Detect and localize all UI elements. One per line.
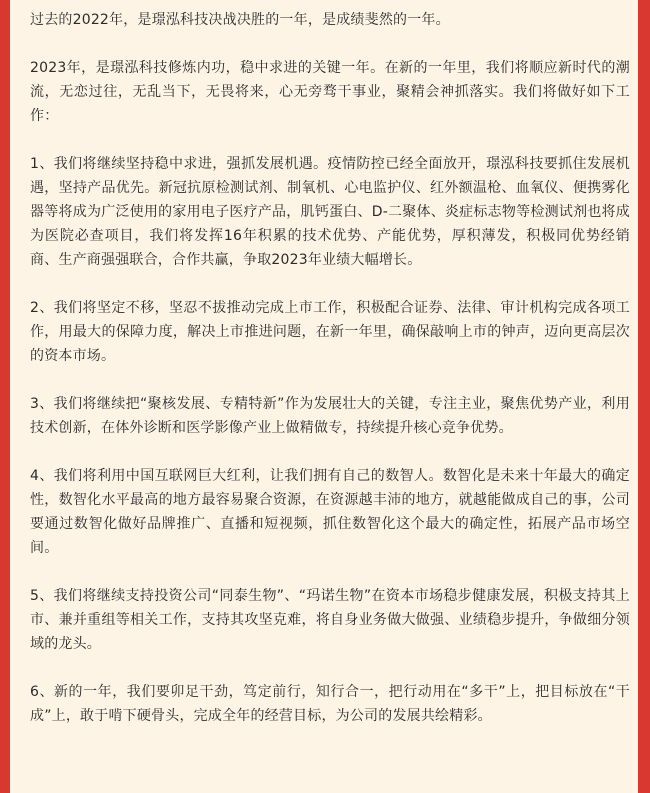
paragraph-intro: 过去的2022年，是璟泓科技决战决胜的一年，是成绩斐然的一年。 [30, 12, 450, 28]
paragraph-item-3: 3、我们将继续把“聚核发展、专精特新”作为发展壮大的关键，专注主业，聚焦优势产业，利用技术创新，在体外诊断和医学影像产业上做精做专，持续提升核心竞争优势。 [30, 396, 630, 436]
paragraph-2023-plan: 2023年，是璟泓科技修炼内功，稳中求进的关键一年。在新的一年里，我们将顺应新时代的潮流，无恋过往，无乱当下，无畏将来，心无旁骛干事业，聚精会神抓落实。我们将做好如下工作： [30, 60, 630, 124]
paragraph-item-2: 2、我们将坚定不移，坚忍不拔推动完成上市工作，积极配合证券、法律、审计机构完成各项工作，用最大的保障力度，解决上市推进问题，在新一年里，确保敲响上市的钟声，迈向更高层次的资本市场。 [30, 300, 630, 364]
paragraph-item-4: 4、我们将利用中国互联网巨大红利，让我们拥有自己的数智人。数智化是未来十年最大的确定性，数智化水平最高的地方最容易聚合资源，在资源越丰沛的地方，就越能做成自己的事，公司要通过数智化做好品牌推广、直播和短视频，抓住数智化这个最大的确定性，拓展产品市场空间。 [30, 468, 630, 556]
article-body [30, 8, 630, 728]
article-card [10, 0, 638, 793]
paragraph-item-5: 5、我们将继续支持投资公司“同泰生物”、“玛诺生物”在资本市场稳步健康发展，积极支持其上市、兼并重组等相关工作，支持其攻坚克难，将自身业务做大做强、业绩稳步提升，争做细分领域的龙头。 [30, 588, 630, 652]
paragraph-item-1: 1、我们将继续坚持稳中求进，强抓发展机遇。疫情防控已经全面放开，璟泓科技要抓住发展机遇，坚持产品优先。新冠抗原检测试剂、制氧机、心电监护仪、红外额温枪、血氧仪、便携雾化器等将成为广泛使用的家用电子医疗产品，肌钙蛋白、D-二聚体、炎症标志物等检测试剂也将成为医院必查项目，我们将发挥16年积累的技术优势、产能优势，厚积薄发，积极同优势经销商、生产商强强联合，合作共赢，争取2023年业绩大幅增长。 [30, 156, 630, 268]
paragraph-item-6: 6、新的一年，我们要卯足干劲，笃定前行，知行合一，把行动用在“多干”上，把目标放在“干成”上，敢于啃下硬骨头，完成全年的经营目标，为公司的发展共绘精彩。 [30, 684, 630, 724]
